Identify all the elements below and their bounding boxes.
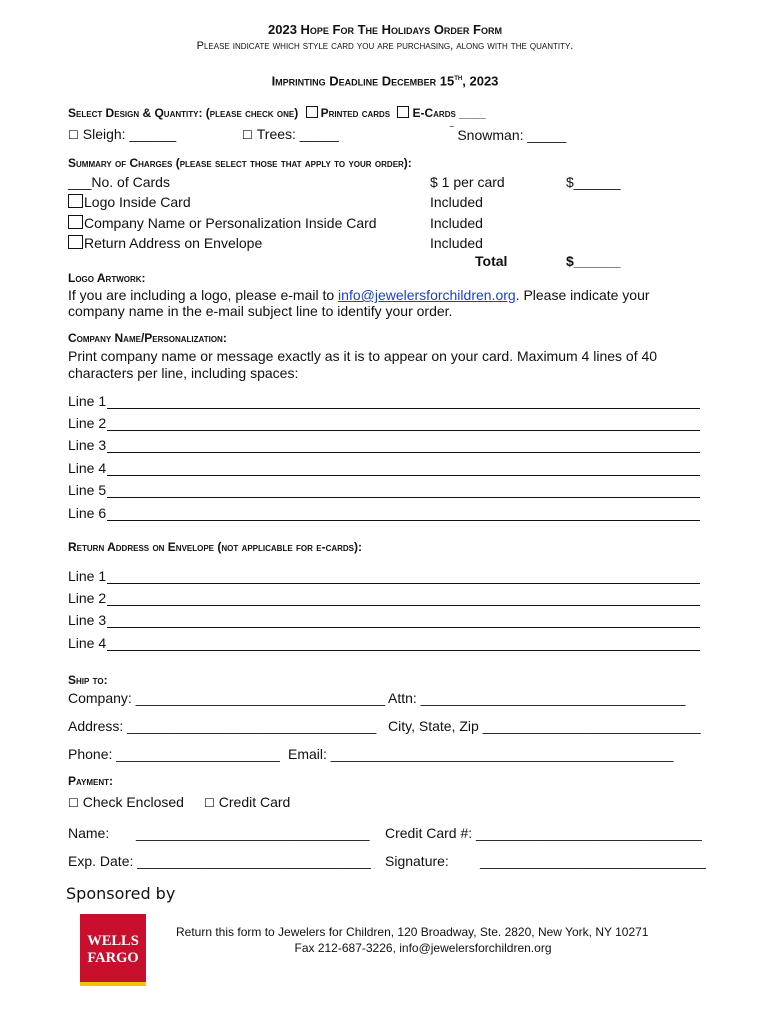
company-checkbox[interactable] — [68, 215, 83, 229]
return-line-2[interactable]: Line 2 — [68, 588, 700, 606]
wells-fargo-logo-stripe — [80, 982, 146, 986]
wells-fargo-logo: WELLS FARGO — [80, 914, 146, 986]
form-title: 2023 Hope For The Holidays Order Form — [268, 22, 502, 37]
exp-date-field[interactable]: Exp. Date: ______________________________ — [68, 853, 371, 869]
return-line-4[interactable]: Line 4 — [68, 633, 700, 651]
company-instructions: Print company name or message exactly as it is to appear on your card. Maximum 4 lines of 40 — [68, 348, 658, 364]
sleigh-option[interactable]: ☐ Sleigh: ______ — [68, 126, 177, 142]
charge-row-logo-price: Included — [430, 194, 483, 210]
ship-company-field[interactable]: Company: ________________________________ — [68, 690, 385, 706]
return-address-checkbox[interactable] — [68, 235, 83, 249]
signature-field[interactable]: _____________________________ — [480, 853, 706, 869]
company-instructions-2: characters per line, including spaces: — [68, 365, 299, 381]
check-enclosed-option[interactable]: ☐ Check Enclosed — [68, 794, 184, 810]
fax-info: Fax 212-687-3226, info@jewelersforchildren.org — [294, 941, 552, 955]
charge-row-return[interactable]: Return Address on Envelope — [68, 235, 262, 251]
ship-email-field[interactable]: Email: ____________________________________________ — [288, 746, 674, 762]
trees-checkbox-icon[interactable]: ☐ — [242, 128, 253, 142]
company-line-2[interactable]: Line 2 — [68, 413, 700, 431]
return-address-heading: Return Address on Envelope (not applicable for e-cards): — [68, 540, 363, 554]
credit-card-option[interactable]: ☐ Credit Card — [204, 794, 291, 810]
ship-attn-field[interactable]: Attn: __________________________________ — [388, 690, 686, 706]
signature-label: Signature: — [385, 853, 449, 869]
charge-row-company-price: Included — [430, 215, 483, 231]
logo-instructions: If you are including a logo, please e-mail to info@jewelersforchildren.org. Please indicate your — [68, 287, 650, 303]
payment-name-label: Name: — [68, 825, 110, 841]
payment-name-field[interactable]: ______________________________ — [136, 825, 370, 841]
ship-phone-field[interactable]: Phone: _____________________ — [68, 746, 280, 762]
credit-card-number-field[interactable]: Credit Card #: _____________________________ — [385, 825, 702, 841]
company-line-6[interactable]: Line 6 — [68, 503, 700, 521]
ecards-checkbox[interactable] — [397, 106, 409, 118]
payment-heading: Payment: — [68, 774, 114, 788]
return-instructions: Return this form to Jewelers for Children, 120 Broadway, Ste. 2820, New York, NY 10271 — [176, 925, 649, 939]
return-line-1[interactable]: Line 1 — [68, 566, 700, 584]
total-amount[interactable]: $______ — [566, 253, 621, 269]
logo-instructions-2: company name in the e-mail subject line to identify your order. — [68, 303, 453, 319]
imprinting-deadline: Imprinting Deadline December 15th, 2023 — [271, 73, 499, 89]
snowman-option[interactable]: ‾ Snowman: _____ — [450, 126, 567, 143]
charges-heading: Summary of Charges (please select those that apply to your order): — [68, 156, 412, 170]
ship-city-field[interactable]: City, State, Zip ____________________________ — [388, 718, 701, 734]
return-line-3[interactable]: Line 3 — [68, 610, 700, 628]
company-line-3[interactable]: Line 3 — [68, 435, 700, 453]
company-line-1[interactable]: Line 1 — [68, 391, 700, 409]
charge-row-logo[interactable]: Logo Inside Card — [68, 194, 191, 210]
credit-card-checkbox-icon[interactable]: ☐ — [204, 796, 215, 810]
company-line-5[interactable]: Line 5 — [68, 480, 700, 498]
charge-row-cards-price: $ 1 per card — [430, 174, 505, 190]
snowman-checkbox-icon[interactable]: ‾ — [450, 126, 454, 137]
email-link[interactable]: info@jewelersforchildren.org — [338, 287, 516, 303]
company-heading: Company Name/Personalization: — [68, 331, 227, 345]
check-enclosed-checkbox-icon[interactable]: ☐ — [68, 796, 79, 810]
charge-row-cards-amount[interactable]: $______ — [566, 174, 621, 190]
sleigh-checkbox-icon[interactable]: ☐ — [68, 128, 79, 142]
sponsored-by: Sponsored by — [66, 884, 176, 903]
form-subtitle: Please indicate which style card you are purchasing, along with the quantity. — [196, 40, 574, 52]
trees-option[interactable]: ☐ Trees: _____ — [242, 126, 339, 142]
printed-cards-checkbox[interactable] — [306, 106, 318, 118]
logo-checkbox[interactable] — [68, 194, 83, 208]
total-label: Total — [475, 253, 508, 269]
charge-row-cards-label[interactable]: ___No. of Cards — [68, 174, 170, 190]
ship-address-field[interactable]: Address: ________________________________ — [68, 718, 377, 734]
ship-heading: Ship to: — [68, 673, 108, 687]
charge-row-return-price: Included — [430, 235, 483, 251]
company-line-4[interactable]: Line 4 — [68, 458, 700, 476]
design-quantity-label: Select Design & Quantity: (please check one) Printed cards E-Cards ____ — [68, 106, 486, 120]
charge-row-company[interactable]: Company Name or Personalization Inside Card — [68, 215, 377, 231]
logo-heading: Logo Artwork: — [68, 271, 146, 285]
